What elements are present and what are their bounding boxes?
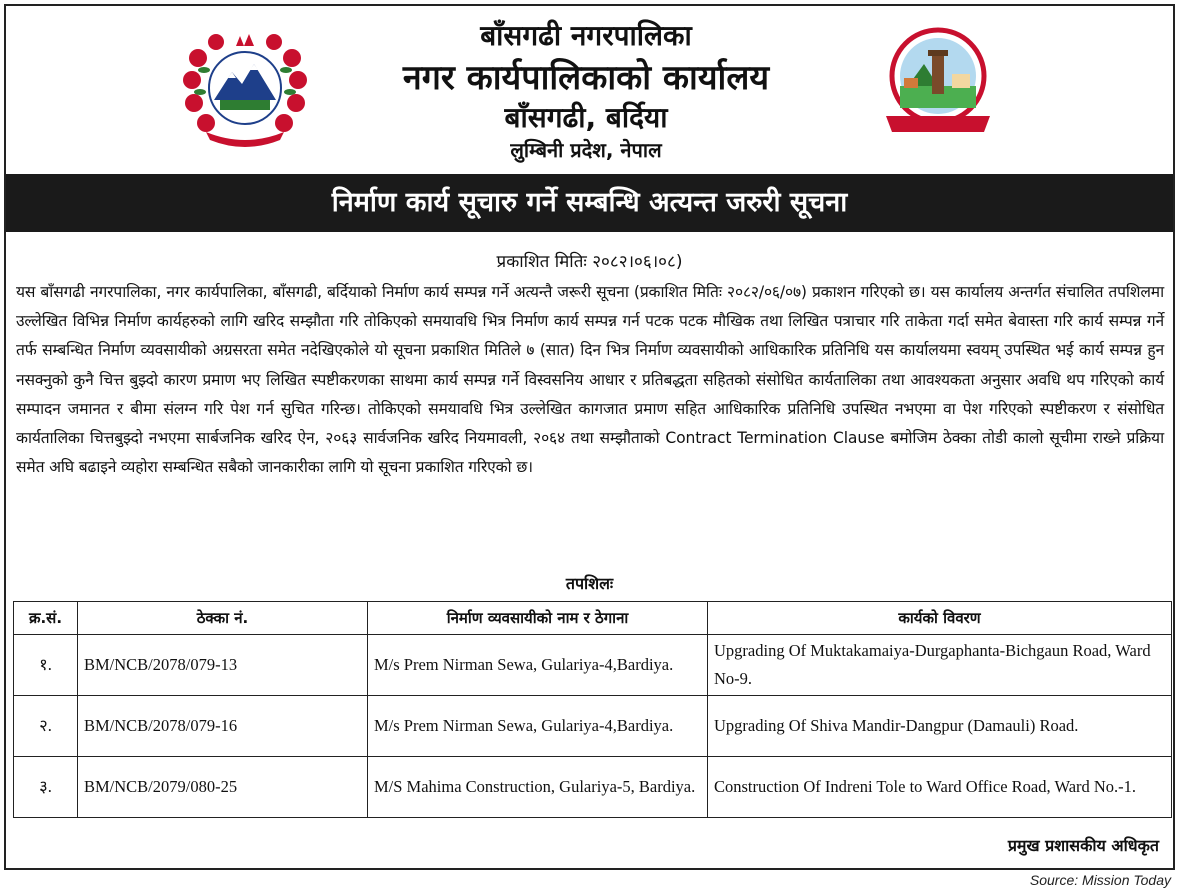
notice-title-banner: निर्माण कार्य सूचारु गर्ने सम्बन्धि अत्यन्त जरुरी सूचना (6, 174, 1173, 232)
row-contract-no: BM/NCB/2078/079-16 (78, 696, 368, 757)
row-serial: १. (14, 635, 78, 696)
row-contractor: M/s Prem Nirman Sewa, Gulariya-4,Bardiya. (368, 635, 708, 696)
header-contract-no: ठेक्का नं. (78, 602, 368, 635)
schedule-table (13, 601, 1172, 818)
signatory-title: प्रमुख प्रशासकीय अधिकृत (1007, 836, 1159, 855)
row-contract-no: BM/NCB/2078/079-13 (78, 635, 368, 696)
table-header-row (14, 602, 1172, 635)
notice-frame (4, 4, 1175, 870)
row-serial: ३. (14, 757, 78, 818)
bansgadhi-municipality-logo-icon (878, 24, 998, 140)
source-credit: Source: Mission Today (1029, 872, 1171, 888)
published-date: प्रकाशित मितिः २०८२।०६।०८) (496, 252, 683, 272)
table-row (14, 696, 1172, 757)
row-contract-no: BM/NCB/2079/080-25 (78, 757, 368, 818)
office-name: नगर कार्यपालिकाको कार्यालय (402, 58, 770, 98)
office-location: बाँसगढी, बर्दिया (504, 101, 668, 134)
table-row (14, 757, 1172, 818)
row-serial: २. (14, 696, 78, 757)
nepal-government-emblem-icon (176, 28, 314, 148)
header-contractor: निर्माण व्यवसायीको नाम र ठेगाना (368, 602, 708, 635)
row-work-description: Construction Of Indreni Tole to Ward Office Road, Ward No.-1. (708, 757, 1172, 818)
schedule-title: तपशिलः (565, 574, 614, 593)
notice-body: यस बाँसगढी नगरपालिका, नगर कार्यपालिका, बाँसगढी, बर्दियाको निर्माण कार्य सम्पन्न गर्ने अत्यन्तै जरूरी सूचना (प्रकाशित मितिः २०८२/०६/०७) प्रकाशन गरिएको छ। यस कार्यालय अन्तर्गत संचालित तपशिलमा उल्लेखित विभिन्न निर्माण कार्यहरुको लागि खरिद सम्झौता गरि तोकिएको समयावधि भित्र निर्माण कार्य सम्पन्न गर्न पटक पटक मौखिक तथा लिखित पत्राचार गरि ताकेता गर्दा समेत बेवास्ता गरि कार्य सम्पन्न गर्ने तर्फ सम्बन्धित निर्माण व्यवसायीको अग्रसरता समेत नदेखिएकोले यो सूचना प्रकाशित मितिले ७ (सात) दिन भित्र निर्माण व्यवसायीको आधिकारिक प्रतिनिधि यस कार्यालयमा स्वयम् उपस्थित भई कार्य सम्पन्न हुन नसक्नुको कुनै चित्त बुझ्दो कारण प्रमाण भए लिखित स्पष्टीकरणका साथमा कार्य सम्पन्न गर्ने विस्वसनिय आधार र प्रतिबद्धता सहितको संसोधित कार्यतालिका तथा आवश्यकता अनुसार अवधि थप गरिएको कार्य सम्पादन जमानत र बीमा संलग्न गरि पेश गर्न सुचित गरिन्छ। तोकिएको समयावधि भित्र उल्लेखित कागजात प्रमाण सहित आधिकारिक प्रतिनिधि उपस्थित नभएमा वा पेश गरिएको स्पष्टीकरण र संसोधित कार्यतालिका चित्तबुझ्दो नभएमा सार्बजनिक खरिद ऐन, २०६३ सार्वजनिक खरिद नियमावली, २०६४ तथा सम्झौताको Contract Termination Clause बमोजिम ठेक्का तोडी कालो सूचीमा राख्ने प्रक्रिया समेत अघि बढाइने व्यहोरा सम्बन्धित सबैको जानकारीका लागि यो सूचना प्रकाशित गरिएको छ। (16, 283, 1164, 477)
row-work-description: Upgrading Of Muktakamaiya-Durgaphanta-Bichgaun Road, Ward No-9. (708, 635, 1172, 696)
letterhead (6, 6, 1173, 172)
header-work-description: कार्यको विवरण (708, 602, 1172, 635)
header-serial: क्र.सं. (14, 602, 78, 635)
municipality-name: बाँसगढी नगरपालिका (480, 19, 692, 52)
row-work-description: Upgrading Of Shiva Mandir-Dangpur (Damauli) Road. (708, 696, 1172, 757)
row-contractor: M/s Prem Nirman Sewa, Gulariya-4,Bardiya. (368, 696, 708, 757)
province-country: लुम्बिनी प्रदेश, नेपाल (510, 138, 662, 162)
row-contractor: M/S Mahima Construction, Gulariya-5, Bardiya. (368, 757, 708, 818)
table-row (14, 635, 1172, 696)
